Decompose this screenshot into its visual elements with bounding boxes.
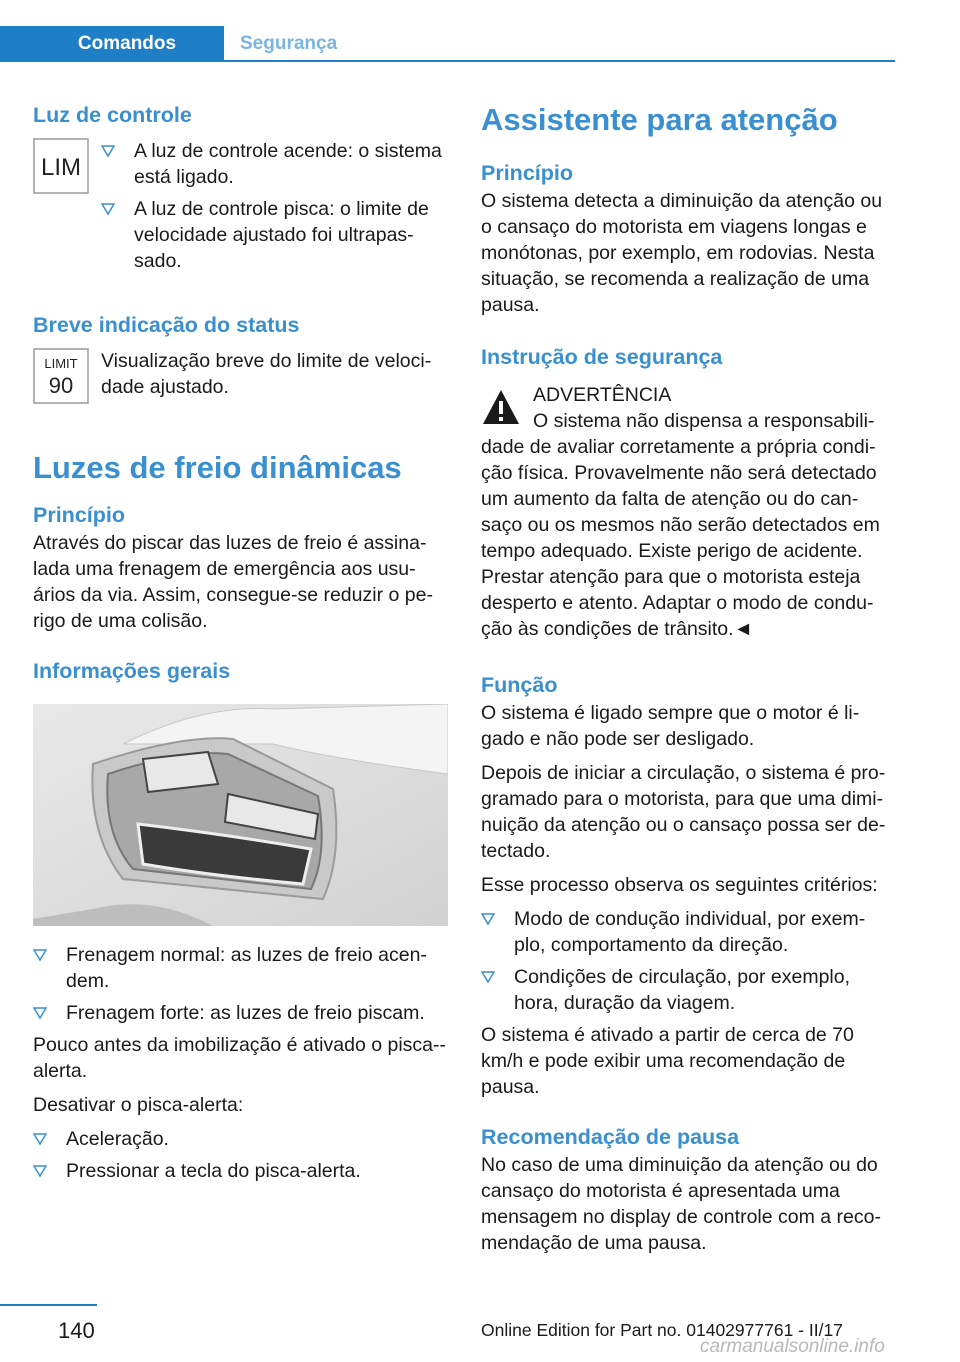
funcao-text-3: Esse processo observa os seguintes critérios: xyxy=(481,874,878,896)
list-item: Frenagem forte: as luzes de freio piscam. xyxy=(33,1000,448,1026)
list-item: Condições de circulação, por exemplo, hora, duração da viagem. xyxy=(481,964,891,1016)
warning-text: dade de avaliar corretamente a própria condi-ção física. Provavelmente não será detectado um aumento da falta de atenção ou do can-saço ou os mesmos não serão detectados em tempo adequado. Existe perigo de acidente. Prestar atenção para que o motorista esteja desperto e atento. Adaptar o modo de condu-ção às condições de trânsito.◄ xyxy=(481,436,880,640)
limit-indicator-icon xyxy=(33,348,89,404)
luz-de-controle-block xyxy=(33,138,448,280)
funcao-text-2: Depois de iniciar a circulação, o sistema é pro-gramado para o motorista, para que uma dimi-nuição da atenção ou o cansaço possa ser de-tectado. xyxy=(481,762,886,862)
luz-de-controle-list xyxy=(101,138,448,274)
breve-indicacao-heading: Breve indicação do status xyxy=(33,313,300,337)
informacoes-gerais-heading: Informações gerais xyxy=(33,659,231,683)
footer-rule xyxy=(0,1304,97,1306)
right-column xyxy=(481,100,891,1256)
luz-de-controle-heading: Luz de controle xyxy=(33,103,192,127)
assistente-heading: Assistente para atenção xyxy=(481,102,838,137)
triangle-bullet-icon xyxy=(33,1132,47,1146)
pouco-antes-text: Pouco antes da imobilização é ativado o pisca--alerta. xyxy=(33,1034,446,1082)
warning-icon xyxy=(481,388,521,426)
principio-heading: Princípio xyxy=(33,503,125,527)
principio-text-right: O sistema detecta a diminuição da atenção ou o cansaço do motorista em viagens longas e monótonas, por exemplo, em rodovias. Nesta situação, se recomenda a realização de uma pausa. xyxy=(481,190,883,316)
recomendacao-heading: Recomendação de pausa xyxy=(481,1125,740,1149)
list-item: Aceleração. xyxy=(33,1126,448,1152)
desativar-text: Desativar o pisca-alerta: xyxy=(33,1094,244,1116)
svg-text:LIMIT: LIMIT xyxy=(44,356,78,371)
svg-text:LIM: LIM xyxy=(40,154,82,181)
list-item: A luz de controle acende: o sistema está ligado. xyxy=(101,138,448,190)
warning-title: ADVERTÊNCIA xyxy=(533,384,672,406)
lim-indicator-icon xyxy=(33,138,89,194)
frenagem-list xyxy=(33,942,448,1026)
tab-comandos[interactable]: Comandos xyxy=(0,26,224,62)
principio-heading-right: Princípio xyxy=(481,161,573,185)
list-item: A luz de controle pisca: o limite de velocidade ajustado foi ultrapas-sado. xyxy=(101,196,448,274)
funcao-heading: Função xyxy=(481,673,558,697)
edition-text: Online Edition for Part no. 01402977761 - II/17 xyxy=(481,1320,843,1340)
triangle-bullet-icon xyxy=(33,948,47,962)
warning-block xyxy=(481,382,891,434)
desativar-list xyxy=(33,1126,448,1184)
list-item: Modo de condução individual, por exem-plo, comportamento da direção. xyxy=(481,906,891,958)
funcao-text-1: O sistema é ligado sempre que o motor é li-gado e não pode ser desligado. xyxy=(481,702,860,750)
triangle-bullet-icon xyxy=(481,970,495,984)
triangle-bullet-icon xyxy=(33,1164,47,1178)
luzes-de-freio-heading: Luzes de freio dinâmicas xyxy=(33,450,402,485)
triangle-bullet-icon xyxy=(101,202,115,216)
page-number: 140 xyxy=(58,1318,95,1343)
list-item: Frenagem normal: as luzes de freio acen-dem. xyxy=(33,942,448,994)
breve-indicacao-block xyxy=(33,348,448,404)
recomendacao-text: No caso de uma diminuição da atenção ou do cansaço do motorista é apresentada uma mensagem no display de controle com a reco-mendação de uma pausa. xyxy=(481,1154,881,1254)
brake-light-photo xyxy=(33,704,448,926)
criterios-list xyxy=(481,906,891,1016)
triangle-bullet-icon xyxy=(101,144,115,158)
seguranca-heading: Instrução de segurança xyxy=(481,345,723,369)
ativado-text: O sistema é ativado a partir de cerca de 70 km/h e pode exibir uma recomendação de pausa. xyxy=(481,1024,854,1098)
svg-text:90: 90 xyxy=(48,373,74,398)
triangle-bullet-icon xyxy=(481,912,495,926)
triangle-bullet-icon xyxy=(33,1006,47,1020)
breve-indicacao-text: Visualização breve do limite de veloci-dade ajustado. xyxy=(101,350,432,398)
watermark: carmanualsonline.info xyxy=(700,1336,885,1357)
tab-seguranca[interactable]: Segurança xyxy=(240,33,338,54)
warning-text-first: O sistema não dispensa a responsabili- xyxy=(533,410,875,432)
principio-text: Através do piscar das luzes de freio é assina-lada uma frenagem de emergência aos usu-ários da via. Assim, consegue-se reduzir o pe-rigo de uma colisão. xyxy=(33,532,433,632)
list-item: Pressionar a tecla do pisca-alerta. xyxy=(33,1158,448,1184)
left-column xyxy=(33,100,448,1190)
header-tabs xyxy=(0,26,895,62)
